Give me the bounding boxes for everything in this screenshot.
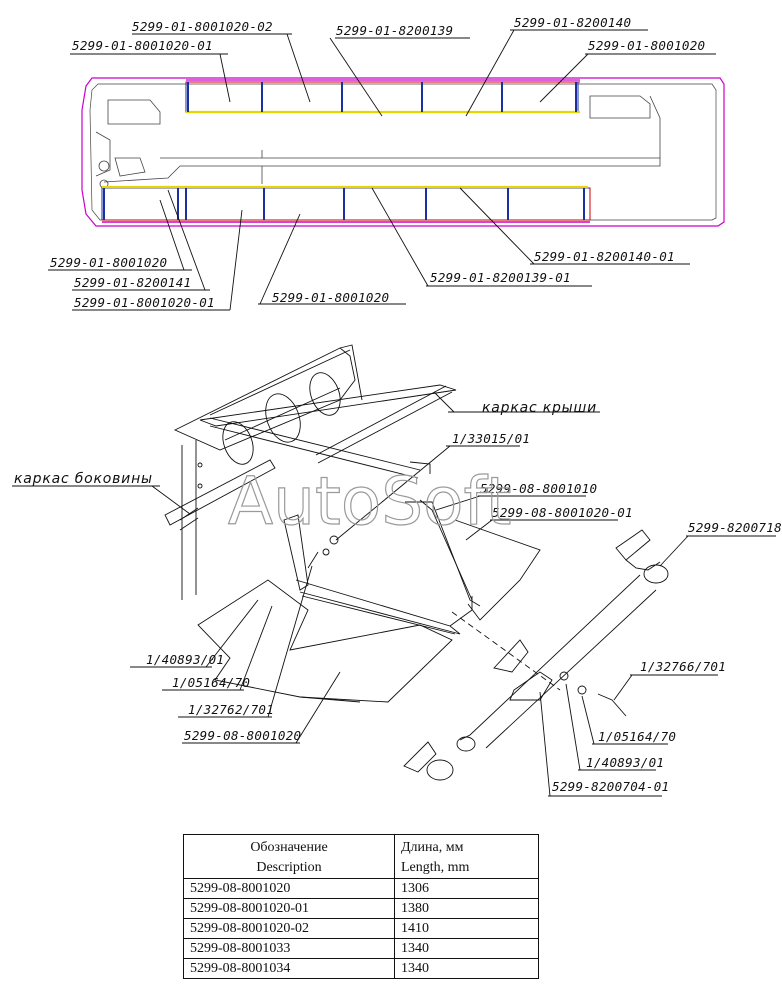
roof-frame-label: каркас крыши: [482, 400, 598, 416]
length-spec-table: [183, 834, 539, 979]
callout-label: 1/32762/701: [188, 702, 275, 717]
callout-label: 5299-01-8200139: [336, 23, 454, 38]
callout-label: 5299-01-8200139-01: [430, 270, 571, 285]
header-en: Length, mm: [401, 860, 470, 875]
watermark: AutoSoft: [228, 463, 512, 540]
callout-label: 5299-01-8001020: [588, 38, 706, 53]
table-row: [184, 919, 539, 939]
cell-code: 5299-08-8001020-01: [184, 899, 395, 919]
callout-label: 5299-8200718: [688, 520, 782, 535]
callout-label: 5299-01-8001020: [50, 255, 168, 270]
callout-label: 5299-8200704-01: [552, 779, 670, 794]
column-header-description: [184, 835, 395, 879]
table-row: [184, 879, 539, 899]
cell-code: 5299-08-8001034: [184, 959, 395, 979]
bus-plan-view: [82, 78, 724, 226]
table-header-row: [184, 835, 539, 879]
side-frame-label: каркас боковины: [14, 471, 153, 487]
callout-label: 5299-01-8200141: [74, 275, 192, 290]
table-row: [184, 899, 539, 919]
cell-length: 1410: [395, 919, 539, 939]
cell-length: 1340: [395, 959, 539, 979]
top-callouts: [50, 15, 705, 310]
cell-length: 1380: [395, 899, 539, 919]
cell-length: 1340: [395, 939, 539, 959]
callout-label: 5299-01-8200140-01: [534, 249, 675, 264]
callout-label: 1/40893/01: [586, 755, 665, 770]
cell-code: 5299-08-8001020: [184, 879, 395, 899]
cell-code: 5299-08-8001020-02: [184, 919, 395, 939]
header-ru: Длина, мм: [401, 840, 464, 855]
cell-code: 5299-08-8001033: [184, 939, 395, 959]
callout-label: 5299-01-8001020-01: [72, 38, 213, 53]
callout-label: 1/33015/01: [452, 431, 531, 446]
table-row: [184, 959, 539, 979]
callout-label: 1/05164/70: [172, 675, 251, 690]
header-ru: Обозначение: [250, 840, 328, 855]
callout-label: 5299-01-8200140: [514, 15, 632, 30]
callout-label: 5299-08-8001020: [184, 728, 302, 743]
callout-label: 5299-01-8001020-01: [74, 295, 215, 310]
column-header-length: [395, 835, 539, 879]
callout-label: 5299-08-8001010: [480, 481, 598, 496]
header-en: Description: [256, 860, 322, 875]
table-row: [184, 939, 539, 959]
callout-label: 5299-08-8001020-01: [492, 505, 633, 520]
callout-label: 1/05164/70: [598, 729, 677, 744]
callout-label: 1/40893/01: [146, 652, 225, 667]
bottom-callouts: [14, 400, 782, 794]
callout-label: 1/32766/701: [640, 659, 727, 674]
cell-length: 1306: [395, 879, 539, 899]
callout-label: 5299-01-8001020: [272, 290, 390, 305]
callout-label: 5299-01-8001020-02: [132, 19, 273, 34]
